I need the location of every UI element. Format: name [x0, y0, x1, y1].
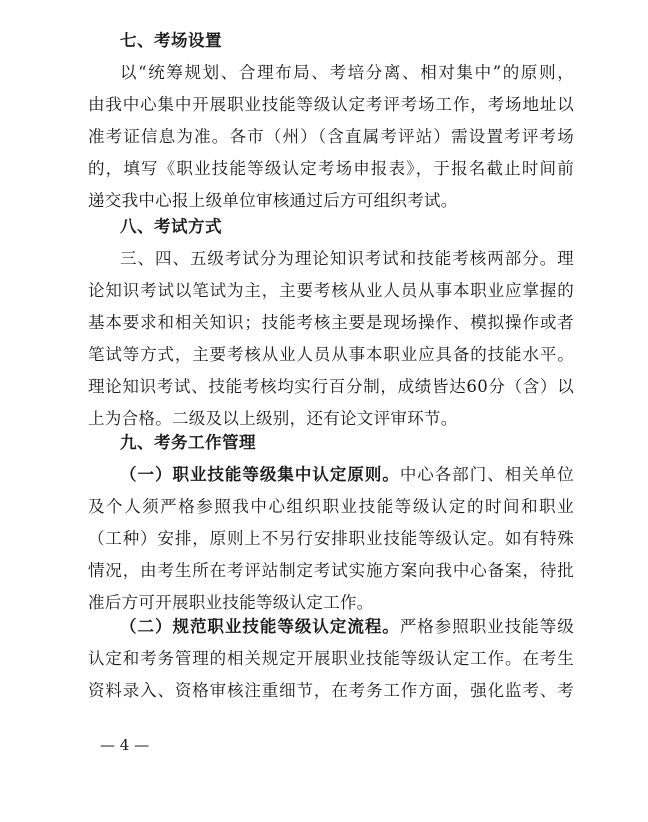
paragraph-line: 三、四、五级考试分为理论知识考试和技能考核两部分。理: [120, 249, 574, 268]
paragraph-line: 的，填写《职业技能等级认定考场申报表》，于报名截止时间前: [88, 159, 574, 178]
section-heading-7: 七、考场设置: [120, 31, 222, 50]
paragraph-line: 情况，由考生所在考评站制定考试实施方案向我中心备案，待批: [88, 561, 574, 580]
paragraph-line: 准考证信息为准。各市（州）（含直属考评站）需设置考评考场: [88, 127, 574, 146]
paragraph-line: （工种）安排，原则上不另行安排职业技能等级认定。如有特殊: [88, 529, 574, 548]
paragraph-line: 基本要求和相关知识；技能考核主要是现场操作、模拟操作或者: [88, 313, 574, 332]
paragraph-text: 中心各部门、相关单位: [399, 465, 574, 484]
paragraph-line: 理论知识考试、技能考核均实行百分制，成绩皆达60分（含）以: [88, 377, 574, 396]
paragraph-line: 递交我中心报上级单位审核通过后方可组织考试。: [88, 191, 458, 210]
paragraph-line: 准后方可开展职业技能等级认定工作。: [88, 593, 374, 612]
paragraph-line: 资料录入、资格审核注重细节，在考务工作方面，强化监考、考: [88, 681, 574, 700]
subsection-lead-1: （一）职业技能等级集中认定原则。: [120, 465, 400, 484]
section-heading-8: 八、考试方式: [120, 217, 222, 236]
paragraph-line: 笔试等方式，主要考核从业人员从事本职业应具备的技能水平。: [88, 345, 574, 364]
paragraph-line: 及个人须严格参照我中心组织职业技能等级认定的时间和职业: [88, 497, 574, 516]
paragraph-line: 上为合格。二级及以上级别，还有论文评审环节。: [88, 409, 458, 428]
paragraph-line: 以“统筹规划、合理布局、考培分离、相对集中”的原则，: [120, 63, 574, 82]
section-heading-9: 九、考务工作管理: [120, 433, 256, 452]
page-number: — 4 —: [100, 736, 150, 754]
paragraph-line: 认定和考务管理的相关规定开展职业技能等级认定工作。在考生: [88, 649, 574, 668]
paragraph-line: 论知识考试以笔试为主，主要考核从业人员从事本职业应掌握的: [88, 281, 574, 300]
paragraph-line: [120, 464, 574, 486]
paragraph-text: 严格参照职业技能等级: [399, 617, 574, 636]
paragraph-line: 由我中心集中开展职业技能等级认定考评考场工作，考场地址以: [88, 95, 574, 114]
paragraph-line: [120, 616, 574, 638]
subsection-lead-2: （二）规范职业技能等级认定流程。: [120, 617, 400, 636]
